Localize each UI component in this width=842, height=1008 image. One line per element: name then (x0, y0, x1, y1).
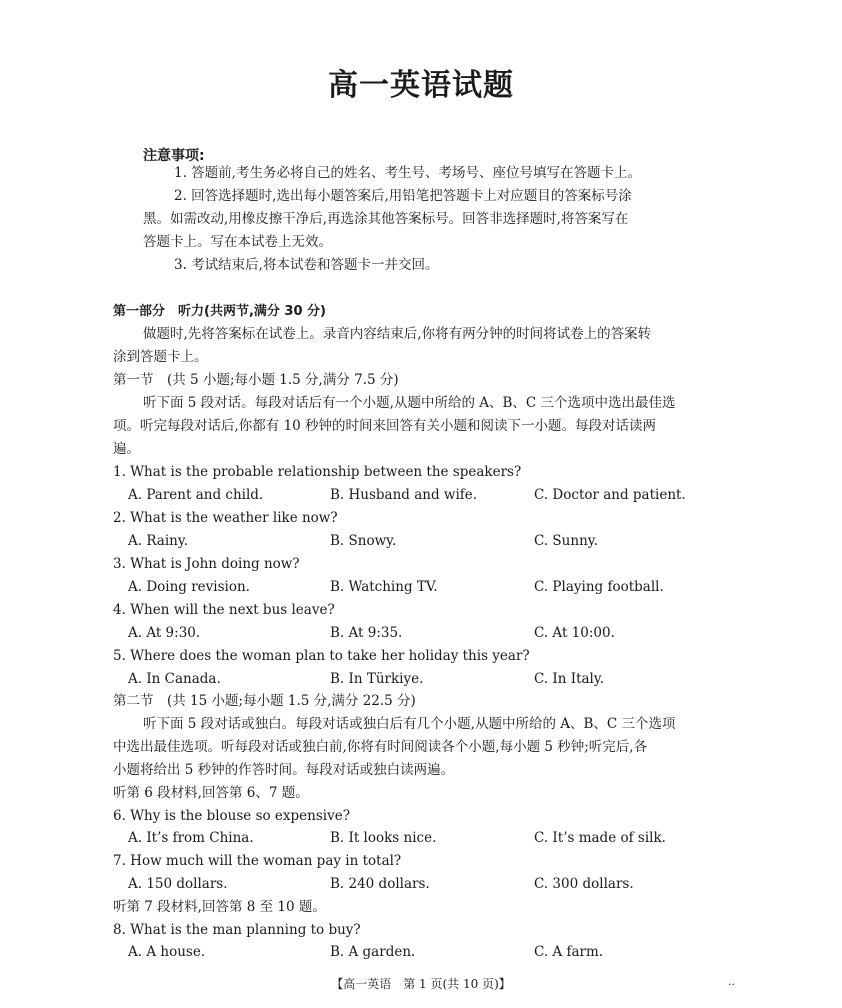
q8-option-b: B. A garden. (330, 944, 416, 960)
q8-option-a: A. A house. (128, 944, 206, 960)
q2-option-c: C. Sunny. (534, 533, 598, 549)
q5-option-a: A. In Canada. (128, 671, 221, 687)
q7-option-a: A. 150 dollars. (128, 876, 228, 892)
q4-option-a: A. At 9:30. (128, 625, 201, 641)
notice-line-1: 1. 答题前,考生务必将自己的姓名、考生号、考场号、座位号填写在答题卡上。 (174, 165, 641, 181)
notice-heading: 注意事项: (143, 148, 205, 164)
section2-heading: 第二节 (共 15 小题;每小题 1.5 分,满分 22.5 分) (113, 693, 416, 709)
section1-intro-2: 项。听完每段对话后,你都有 10 秒钟的时间来回答有关小题和阅读下一小题。每段对话读两 (113, 418, 657, 434)
material-6-instruction: 听第 6 段材料,回答第 6、7 题。 (113, 785, 309, 801)
section2-intro-2: 中选出最佳选项。听每段对话或独白前,你将有时间阅读各个小题,每小题 5 秒钟;听完后,各 (113, 739, 648, 755)
part1-intro-2: 涂到答题卡上。 (113, 349, 208, 365)
q3-option-b: B. Watching TV. (330, 579, 438, 595)
q1-option-b: B. Husband and wife. (330, 487, 478, 503)
question-7: 7. How much will the woman pay in total? (113, 853, 402, 869)
q8-option-c: C. A farm. (534, 944, 604, 960)
q7-option-b: B. 240 dollars. (330, 876, 430, 892)
q4-option-c: C. At 10:00. (534, 625, 615, 641)
question-4: 4. When will the next bus leave? (113, 602, 335, 618)
question-6: 6. Why is the blouse so expensive? (113, 808, 350, 824)
question-8: 8. What is the man planning to buy? (113, 922, 361, 938)
q3-option-c: C. Playing football. (534, 579, 664, 595)
part1-heading: 第一部分 听力(共两节,满分 30 分) (113, 304, 326, 319)
section1-heading: 第一节 (共 5 小题;每小题 1.5 分,满分 7.5 分) (113, 372, 399, 388)
section1-intro-1: 听下面 5 段对话。每段对话后有一个小题,从题中所给的 A、B、C 三个选项中选出最佳选 (143, 395, 676, 411)
question-1: 1. What is the probable relationship between the speakers? (113, 464, 522, 480)
page-footer: 【高一英语 第 1 页(共 10 页)】 (331, 977, 511, 991)
footer-mark: .. (728, 975, 735, 988)
q5-option-b: B. In Türkiye. (330, 671, 424, 687)
notice-line-3: 黑。如需改动,用橡皮擦干净后,再选涂其他答案标号。回答非选择题时,将答案写在 (143, 211, 629, 227)
q5-option-c: C. In Italy. (534, 671, 604, 687)
section2-intro-1: 听下面 5 段对话或独白。每段对话或独白后有几个小题,从题中所给的 A、B、C 三个选项 (143, 716, 676, 732)
exam-title: 高一英语试题 (328, 68, 514, 103)
q6-option-c: C. It’s made of silk. (534, 830, 666, 846)
q2-option-b: B. Snowy. (330, 533, 397, 549)
q6-option-b: B. It looks nice. (330, 830, 437, 846)
material-7-instruction: 听第 7 段材料,回答第 8 至 10 题。 (113, 899, 326, 915)
notice-line-4: 答题卡上。写在本试卷上无效。 (143, 234, 332, 250)
notice-line-5: 3. 考试结束后,将本试卷和答题卡一并交回。 (174, 257, 439, 273)
q3-option-a: A. Doing revision. (128, 579, 250, 595)
q7-option-c: C. 300 dollars. (534, 876, 634, 892)
q1-option-c: C. Doctor and patient. (534, 487, 686, 503)
question-2: 2. What is the weather like now? (113, 510, 338, 526)
q6-option-a: A. It’s from China. (128, 830, 254, 846)
q4-option-b: B. At 9:35. (330, 625, 403, 641)
part1-intro-1: 做题时,先将答案标在试卷上。录音内容结束后,你将有两分钟的时间将试卷上的答案转 (143, 326, 652, 342)
q1-option-a: A. Parent and child. (128, 487, 264, 503)
question-3: 3. What is John doing now? (113, 556, 300, 572)
question-5: 5. Where does the woman plan to take her holiday this year? (113, 648, 530, 664)
q2-option-a: A. Rainy. (128, 533, 188, 549)
section2-intro-3: 小题将给出 5 秒钟的作答时间。每段对话或独白读两遍。 (113, 762, 455, 778)
notice-line-2: 2. 回答选择题时,选出每小题答案后,用铅笔把答题卡上对应题目的答案标号涂 (174, 188, 632, 204)
section1-intro-3: 遍。 (113, 441, 140, 457)
